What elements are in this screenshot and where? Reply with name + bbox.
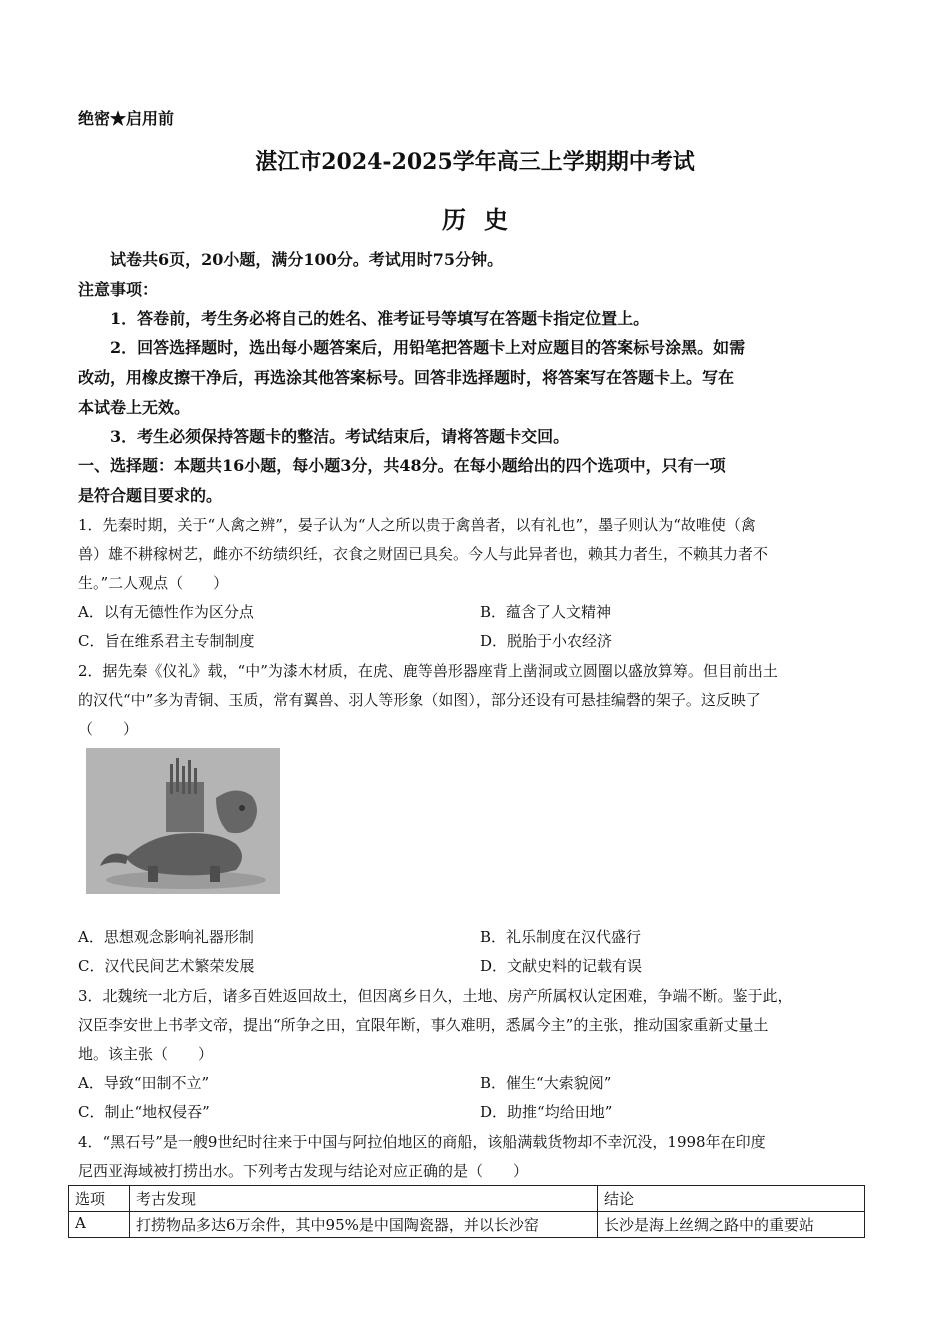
q1-stem-line-3: 生。”二人观点（ ） bbox=[78, 574, 229, 592]
table-header-option: 选项 bbox=[69, 1186, 130, 1212]
q3-option-a: A．导致“田制不立” bbox=[78, 1074, 210, 1092]
notice-item-2-line-3: 本试卷上无效。 bbox=[78, 398, 191, 417]
q2-option-c: C．汉代民间艺术繁荣发展 bbox=[78, 957, 255, 975]
q4-stem-line-1: 4．“黑石号”是一艘9世纪时往来于中国与阿拉伯地区的商船，该船满载货物却不幸沉没，1998年在印度 bbox=[78, 1133, 766, 1151]
q3-stem-line-2: 汉臣李安世上书孝文帝，提出“所争之田，宜限年断，事久难明，悉属今主”的主张，推动国家重新丈量土 bbox=[78, 1016, 769, 1034]
q2-stem-line-1: 2．据先秦《仪礼》载，“中”为漆木材质，在虎、鹿等兽形器座背上凿洞或立圆圈以盛放算筹。但目前出土 bbox=[78, 662, 778, 680]
q2-option-b: B．礼乐制度在汉代盛行 bbox=[480, 928, 642, 946]
q3-option-d: D．助推“均给田地” bbox=[480, 1103, 613, 1121]
notice-item-3: 3．考生必须保持答题卡的整洁。考试结束后，请将答题卡交回。 bbox=[110, 427, 570, 446]
table-header-finding: 考古发现 bbox=[130, 1186, 598, 1212]
q4-stem-line-2: 尼西亚海域被打捞出水。下列考古发现与结论对应正确的是（ ） bbox=[78, 1162, 529, 1180]
q1-option-b: B．蕴含了人文精神 bbox=[480, 603, 612, 621]
q2-stem-line-3: （ ） bbox=[78, 720, 139, 738]
secret-mark: 绝密★启用前 bbox=[78, 109, 175, 128]
section-1-heading-line-2: 是符合题目要求的。 bbox=[78, 486, 223, 505]
table-cell-option: A bbox=[69, 1212, 130, 1238]
notice-item-2-line-1: 2．回答选择题时，选出每小题答案后，用铅笔把答题卡上对应题目的答案标号涂黑。如需 bbox=[110, 338, 746, 357]
q1-option-c: C．旨在维系君主专制制度 bbox=[78, 632, 255, 650]
q1-stem-line-2: 兽）雄不耕稼树艺，雌亦不纺绩织纴，衣食之财固已具矣。今人与此异者也，赖其力者生，不赖其力者不 bbox=[78, 545, 769, 563]
subject-title: 历史 bbox=[442, 205, 526, 234]
q4-table bbox=[68, 1185, 865, 1238]
q3-option-b: B．催生“大索貌阅” bbox=[480, 1074, 612, 1092]
q1-stem-line-1: 1．先秦时期，关于“人禽之辨”，晏子认为“人之所以贵于禽兽者，以有礼也”，墨子则认为“故唯使（禽 bbox=[78, 516, 756, 534]
q2-stem-line-2: 的汉代“中”多为青铜、玉质，常有翼兽、羽人等形象（如图），部分还设有可悬挂编磬的架子。这反映了 bbox=[78, 691, 761, 709]
notice-item-1: 1．答卷前，考生务必将自己的姓名、准考证号等填写在答题卡指定位置上。 bbox=[110, 309, 650, 328]
q2-option-a: A．思想观念影响礼器形制 bbox=[78, 928, 254, 946]
q3-stem-line-3: 地。该主张（ ） bbox=[78, 1045, 214, 1063]
table-header-row bbox=[69, 1186, 865, 1212]
table-cell-conclusion: 长沙是海上丝绸之路中的重要站 bbox=[598, 1212, 865, 1238]
bronze-artifact-photo bbox=[86, 748, 280, 894]
q1-option-a: A．以有无德性作为区分点 bbox=[78, 603, 254, 621]
q3-option-c: C．制止“地权侵吞” bbox=[78, 1103, 210, 1121]
notice-heading: 注意事项： bbox=[78, 280, 159, 299]
table-header-conclusion: 结论 bbox=[598, 1186, 865, 1212]
exam-summary: 试卷共6页，20小题，满分100分。考试用时75分钟。 bbox=[110, 250, 504, 269]
q1-option-d: D．脱胎于小农经济 bbox=[480, 632, 613, 650]
q3-stem-line-1: 3．北魏统一北方后，诸多百姓返回故土，但因离乡日久，土地、房产所属权认定困难，争端不断。鉴于此， bbox=[78, 987, 793, 1005]
bronze-beast-figure-image bbox=[86, 748, 280, 894]
section-1-heading-line-1: 一、选择题：本题共16小题，每小题3分，共48分。在每小题给出的四个选项中，只有一项 bbox=[78, 456, 726, 475]
notice-item-2-line-2: 改动，用橡皮擦干净后，再选涂其他答案标号。回答非选择题时，将答案写在答题卡上。写在 bbox=[78, 368, 735, 387]
exam-title: 湛江市2024-2025学年高三上学期期中考试 bbox=[255, 149, 695, 175]
table-row bbox=[69, 1212, 865, 1238]
q2-option-d: D．文献史料的记载有误 bbox=[480, 957, 643, 975]
table-cell-finding: 打捞物品多达6万余件，其中95%是中国陶瓷器，并以长沙窑 bbox=[130, 1212, 598, 1238]
